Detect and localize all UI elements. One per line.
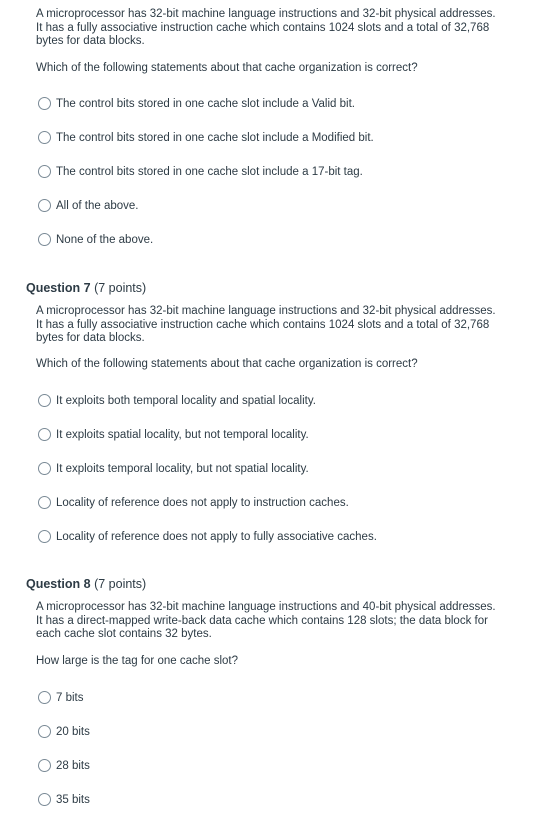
option-label: 35 bits: [56, 793, 90, 806]
question-7-points: (7 points): [94, 281, 147, 295]
radio-button[interactable]: [38, 759, 51, 772]
option-label: None of the above.: [56, 233, 154, 246]
option-label: The control bits stored in one cache slot include a 17-bit tag.: [56, 165, 363, 178]
question-6-option-4[interactable]: [38, 199, 138, 212]
question-6-text: A microprocessor has 32-bit machine language instructions and 32-bit physical addresses. It has a fully associative instruction cache which contains 1024 slots and a total of 32,768 bytes for data blocks.: [36, 8, 496, 47]
radio-button[interactable]: [38, 530, 51, 543]
question-6-option-5[interactable]: [38, 233, 153, 246]
option-label: 20 bits: [56, 725, 90, 738]
question-8-option-3[interactable]: [38, 759, 90, 772]
question-7-option-3[interactable]: [38, 462, 309, 475]
question-7-option-2[interactable]: [38, 428, 309, 441]
radio-button[interactable]: [38, 793, 51, 806]
question-7-text: A microprocessor has 32-bit machine language instructions and 32-bit physical addresses. It has a fully associative instruction cache which contains 1024 slots and a total of 32,768 bytes for data blocks.: [36, 305, 496, 344]
question-7-header: [26, 281, 146, 295]
option-label: The control bits stored in one cache slot include a Valid bit.: [56, 97, 355, 110]
question-6-option-1[interactable]: [38, 97, 355, 110]
radio-button[interactable]: [38, 496, 51, 509]
radio-button[interactable]: [38, 233, 51, 246]
option-label: It exploits spatial locality, but not temporal locality.: [56, 428, 309, 441]
question-6-option-3[interactable]: [38, 165, 363, 178]
option-label: The control bits stored in one cache slot include a Modified bit.: [56, 131, 374, 144]
radio-button[interactable]: [38, 131, 51, 144]
radio-button[interactable]: [38, 428, 51, 441]
radio-button[interactable]: [38, 691, 51, 704]
question-6-prompt: Which of the following statements about that cache organization is correct?: [36, 62, 418, 74]
question-8-prompt: How large is the tag for one cache slot?: [36, 655, 239, 667]
option-label: It exploits both temporal locality and spatial locality.: [56, 394, 316, 407]
question-8-option-2[interactable]: [38, 725, 90, 738]
question-6-option-2[interactable]: [38, 131, 374, 144]
question-8-option-1[interactable]: [38, 691, 84, 704]
option-label: All of the above.: [56, 199, 139, 212]
option-label: Locality of reference does not apply to fully associative caches.: [56, 530, 377, 543]
radio-button[interactable]: [38, 462, 51, 475]
option-label: 28 bits: [56, 759, 90, 772]
radio-button[interactable]: [38, 725, 51, 738]
question-8-option-4[interactable]: [38, 793, 90, 806]
radio-button[interactable]: [38, 199, 51, 212]
question-7-option-1[interactable]: [38, 394, 316, 407]
question-7-number: Question 7: [26, 281, 91, 295]
option-label: Locality of reference does not apply to instruction caches.: [56, 496, 349, 509]
question-8-number: Question 8: [26, 577, 91, 591]
radio-button[interactable]: [38, 165, 51, 178]
question-8-header: [26, 577, 146, 591]
option-label: It exploits temporal locality, but not spatial locality.: [56, 462, 309, 475]
question-7-prompt: Which of the following statements about that cache organization is correct?: [36, 358, 418, 370]
radio-button[interactable]: [38, 97, 51, 110]
question-8-points: (7 points): [94, 577, 147, 591]
question-7-option-5[interactable]: [38, 530, 377, 543]
radio-button[interactable]: [38, 394, 51, 407]
question-8-text: A microprocessor has 32-bit machine language instructions and 40-bit physical addresses. It has a direct-mapped write-back data cache which contains 128 slots; the data block for each cache slot contains 32 bytes.: [36, 601, 496, 640]
option-label: 7 bits: [56, 691, 84, 704]
question-7-option-4[interactable]: [38, 496, 349, 509]
